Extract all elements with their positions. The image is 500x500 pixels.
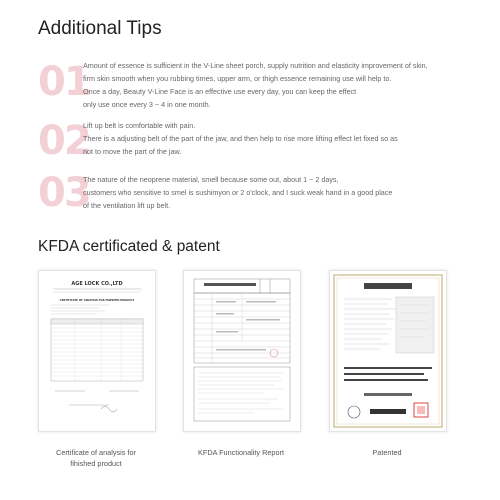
tip-line: customers who sensitive to smel is sushimyon or 2 o'clock, and I suck weak hand in a good place — [83, 188, 393, 197]
tip-number: 03 — [38, 170, 90, 216]
tip-number: 02 — [38, 118, 90, 164]
tip-line: The nature of the neoprene material, smell because some out, about 1 ~ 2 days, — [83, 175, 339, 184]
certificate-heading: CERTIFICATE OF ANALYSIS FOR FINISHED PRODUCT — [59, 299, 135, 302]
tip-line: Amount of essence is sufficient in the V-Line sheet porch, supply nutrition and elasticity improvement of skin, — [83, 61, 428, 70]
tip-text — [83, 59, 483, 111]
certificate-of-analysis-image — [38, 270, 156, 432]
section-title-tips: Additional Tips — [38, 18, 162, 39]
caption-line: Certificate of analysis for — [56, 448, 136, 457]
caption-line: KFDA Functionality Report — [198, 448, 284, 457]
caption-line: Patented — [372, 448, 402, 457]
tip-line: firm skin smooth when you rubbing times, upper arm, or thigh essence remaining use will help to. — [83, 74, 392, 83]
tip-text — [83, 119, 483, 158]
section-title-kfda: KFDA certificated & patent — [38, 238, 220, 255]
kfda-report-caption — [183, 447, 299, 458]
patent-certificate-image — [329, 270, 447, 432]
tip-line: not to move the part of the jaw. — [83, 147, 182, 156]
tip-text — [83, 173, 483, 212]
tip-line: There is a adjusting belt of the part of the jaw, and then help to rise more lifting effect let fixed so as — [83, 134, 398, 143]
kfda-functionality-report-image — [183, 270, 301, 432]
caption-line: fihished product — [70, 459, 122, 468]
tip-line: of the ventilation lift up belt. — [83, 201, 171, 210]
patent-caption — [329, 447, 445, 458]
certificate-company-name: AGE LOCK CO.,LTD — [71, 281, 123, 287]
certificate-caption — [38, 447, 154, 469]
tip-line: Lift up belt is comfortable with pain. — [83, 121, 196, 130]
tip-line: Once a day, Beauty V-Line Face is an effective use every day, you can keep the effect — [83, 87, 357, 96]
tip-number: 01 — [38, 59, 90, 105]
tip-line: only use once every 3 ~ 4 in one month. — [83, 100, 211, 109]
